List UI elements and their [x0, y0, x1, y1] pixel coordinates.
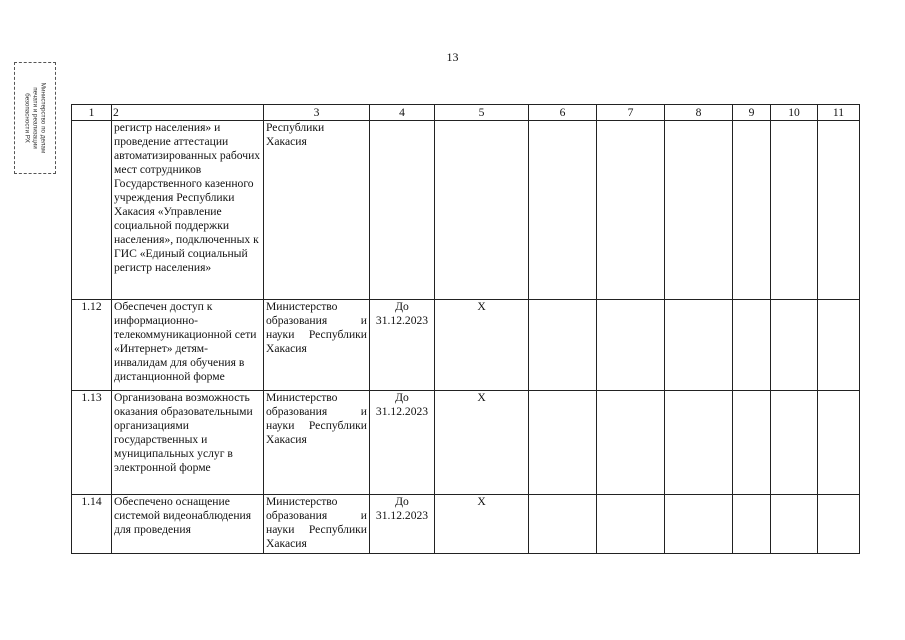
empty-cell [771, 300, 818, 391]
empty-cell [597, 391, 665, 495]
stamp-line: Министерство по делам [39, 82, 47, 154]
header-cell-4: 4 [370, 105, 435, 121]
header-cell-1: 1 [72, 105, 112, 121]
empty-cell [597, 495, 665, 554]
mark-cell: X [435, 300, 529, 391]
empty-cell [733, 495, 771, 554]
empty-cell [665, 391, 733, 495]
responsible-agency: Министерство образования и науки Республики Хакасия [264, 300, 370, 391]
header-cell-6: 6 [529, 105, 597, 121]
responsible-agency: Министерство образования и науки Республики Хакасия [264, 495, 370, 554]
header-row [72, 105, 860, 121]
header-cell-11: 11 [818, 105, 860, 121]
empty-cell [597, 121, 665, 300]
stamp-text [23, 64, 46, 172]
empty-cell [529, 121, 597, 300]
header-cell-8: 8 [665, 105, 733, 121]
header-cell-9: 9 [733, 105, 771, 121]
responsible-agency: Министерство образования и науки Республики Хакасия [264, 391, 370, 495]
stamp-line: печати и реализации [31, 87, 39, 149]
page-number: 13 [446, 50, 459, 64]
item-number: 1.14 [72, 495, 112, 554]
deadline: До 31.12.2023 [370, 391, 435, 495]
empty-cell [597, 300, 665, 391]
deadline: До 31.12.2023 [370, 300, 435, 391]
responsible-agency: Республики Хакасия [264, 121, 370, 300]
header-cell-5: 5 [435, 105, 529, 121]
empty-cell [529, 495, 597, 554]
table-row [72, 121, 860, 300]
empty-cell [818, 391, 860, 495]
item-number [72, 121, 112, 300]
empty-cell [733, 391, 771, 495]
event-description: Обеспечен доступ к информационно-телекоммуникационной сети «Интернет» детям-инвалидам для обучения в дистанционной форме [112, 300, 264, 391]
mark-cell [435, 121, 529, 300]
mark-cell: X [435, 495, 529, 554]
header-cell-10: 10 [771, 105, 818, 121]
empty-cell [665, 300, 733, 391]
empty-cell [818, 121, 860, 300]
event-description: Обеспечено оснащение системой видеонаблюдения для проведения [112, 495, 264, 554]
table-row [72, 495, 860, 554]
table-row [72, 391, 860, 495]
deadline [370, 121, 435, 300]
registration-stamp [14, 62, 56, 174]
empty-cell [818, 495, 860, 554]
header-cell-3: 3 [264, 105, 370, 121]
item-number: 1.12 [72, 300, 112, 391]
empty-cell [733, 300, 771, 391]
plan-table [71, 104, 860, 554]
item-number: 1.13 [72, 391, 112, 495]
empty-cell [529, 391, 597, 495]
stamp-line: безопасности РХ [24, 93, 32, 143]
empty-cell [529, 300, 597, 391]
event-description: регистр населения» и проведение аттестации автоматизированных рабочих мест сотрудников Государственного казенного учреждения Республики Хакасия «Управление социальной поддержки населения», подключенных к ГИС «Единый социальный регистр населения» [112, 121, 264, 300]
header-cell-2: 2 [112, 105, 264, 121]
empty-cell [771, 495, 818, 554]
empty-cell [665, 495, 733, 554]
mark-cell: X [435, 391, 529, 495]
table-row [72, 300, 860, 391]
empty-cell [771, 121, 818, 300]
empty-cell [818, 300, 860, 391]
empty-cell [665, 121, 733, 300]
event-description: Организована возможность оказания образовательными организациями государственных и муниципальных услуг в электронной форме [112, 391, 264, 495]
header-cell-7: 7 [597, 105, 665, 121]
deadline: До 31.12.2023 [370, 495, 435, 554]
empty-cell [771, 391, 818, 495]
empty-cell [733, 121, 771, 300]
